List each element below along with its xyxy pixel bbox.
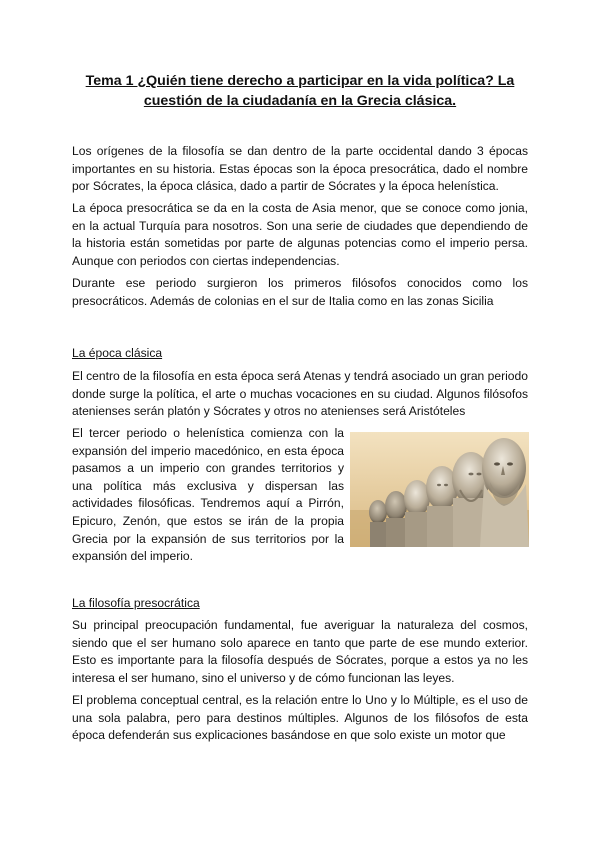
section-heading-clasica: La época clásica [72,346,163,360]
intro-paragraph-1: Los orígenes de la filosofía se dan dentro de la parte occidental dando 3 épocas importantes en su historia. Estas épocas son la época presocrática, dado el nombre por Sócrates, la época clásica, dado a partir de Sócrates y la época helenística. [72,144,528,194]
philosophers-busts-image [350,432,529,547]
presocratica-paragraph-2: El problema conceptual central, es la relación entre lo Uno y lo Múltiple, es el uso de una sola palabra, pero para destinos múltiples. Algunos de los filósofos de esta época defenderán sus explicaciones basándose en que solo existe un motor que [72,693,528,743]
intro-paragraph-2: La época presocrática se da en la costa de Asia menor, que se conoce como jonia, en la actual Turquía para nosotros. Son una serie de ciudades que dependiendo de la historia están sometidas por parte de algunas potencias como el imperio persa. Aunque con periodos con ciertas independencias. [72,201,528,268]
clasica-paragraph: El centro de la filosofía en esta época será Atenas y tendrá asociado un gran periodo donde surge la política, el arte o muchas vocaciones en su ciudad. Algunos filósofos atenienses serán platón y Sócrates y otros no atenienses será Aristóteles [72,369,528,419]
intro-paragraph-3: Durante ese periodo surgieron los primeros filósofos conocidos como los presocráticos. Además de colonias en el sur de Italia como en las zonas Sicilia [72,276,528,308]
helenistica-paragraph: El tercer periodo o helenística comienza con la expansión del imperio macedónico, en esta época pasamos a un imperio con grandes territorios y una política más exclusiva y dispersan las actividades filosóficas. Tendremos aquí a Pirrón, Epicuro, Zenón, que estos se irán de la propia Grecia por la expansión de sus territorios por la expansión del imperio. [72,426,344,564]
section-heading-presocratica: La filosofía presocrática [72,596,200,610]
presocratica-paragraph-1: Su principal preocupación fundamental, fue averiguar la naturaleza del cosmos, siendo que el ser humano solo aparece en tanto que parte de ese mundo exterior. Esto es importante para la filosofía después de Sócrates, porque a estos ya no les interesa el ser humano, sino el universo y de cómo funcionan las leyes. [72,618,528,685]
document-title: Tema 1 ¿Quién tiene derecho a participar en la vida política? La cuestión de la ciudadanía en la Grecia clásica. [85,73,515,109]
